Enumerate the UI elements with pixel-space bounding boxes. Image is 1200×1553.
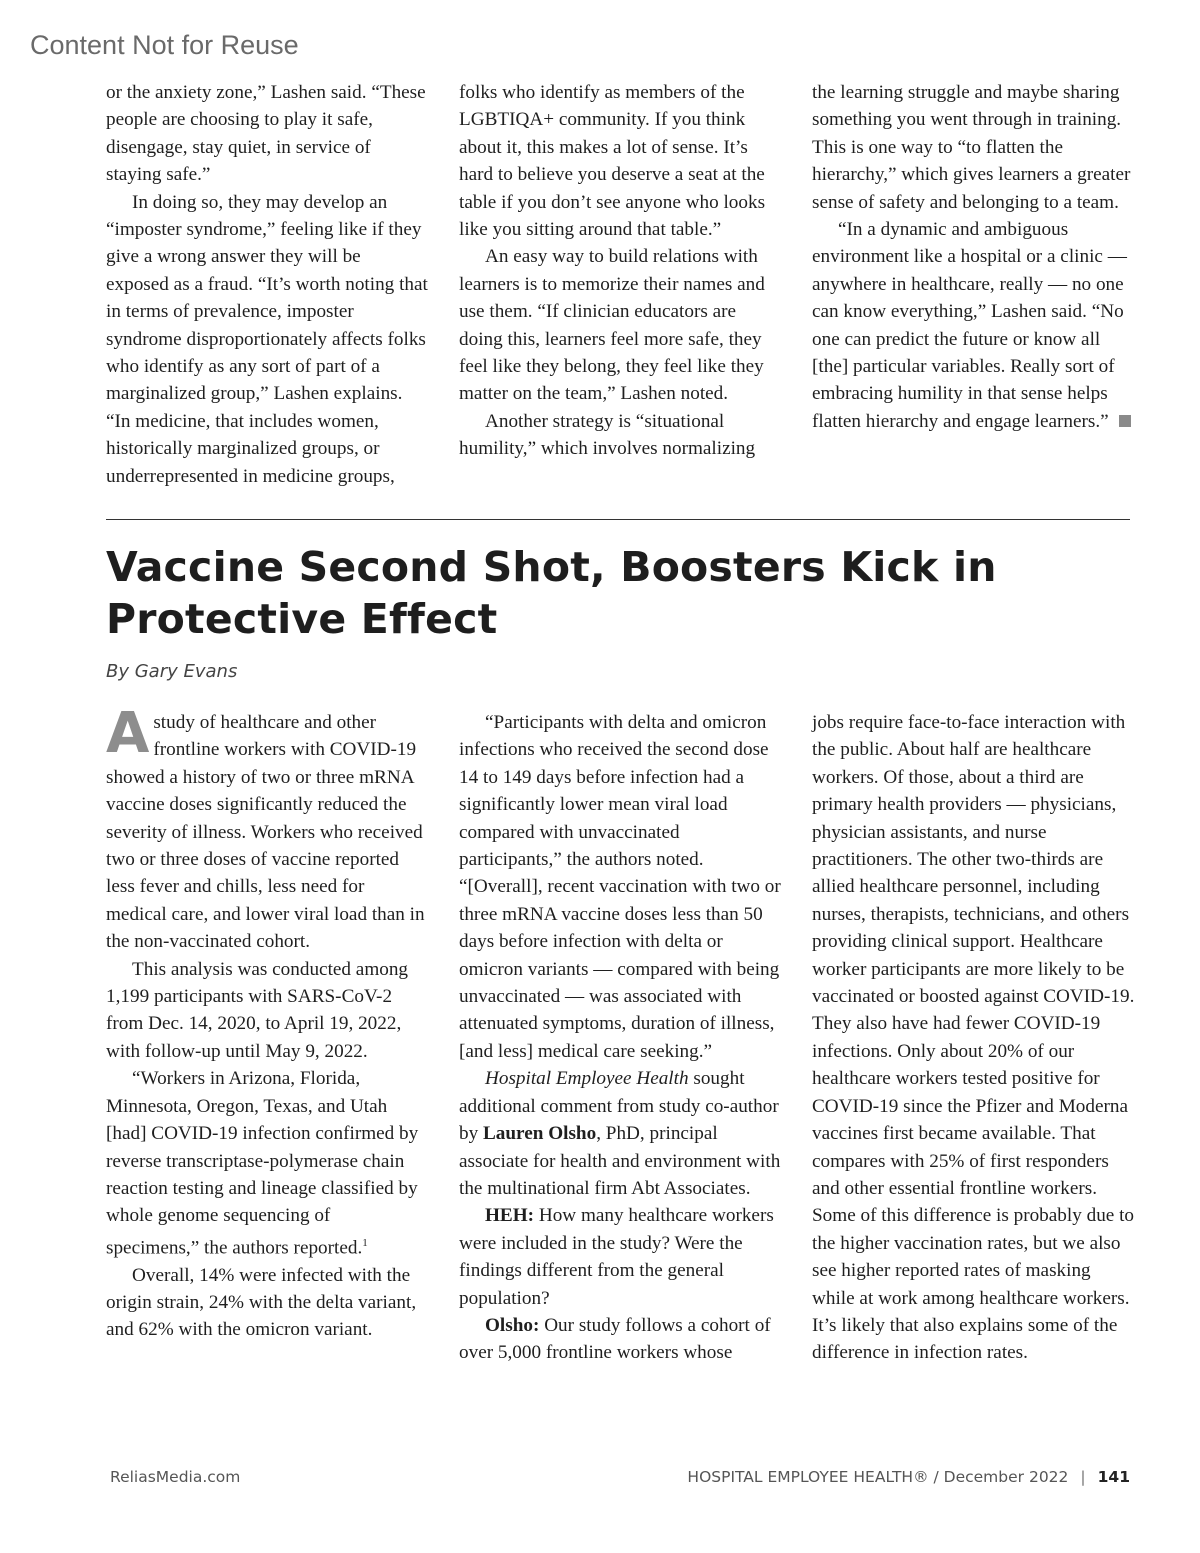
interview-answer bbox=[459, 1312, 784, 1367]
article-paragraph bbox=[106, 701, 428, 956]
prev-paragraph-text: “In a dynamic and ambiguous environment like a hospital or a clinic — anywhere in healthcare, really — no one can know everything,” Lashen said. “No one can predict the future or know all [the] particular variables. Really sort of embracing humility in that sense helps flatten hierarchy and engage learners.” bbox=[812, 219, 1127, 432]
article-paragraph bbox=[459, 1065, 784, 1202]
answer-label: Olsho: bbox=[485, 1314, 540, 1336]
question-label: HEH: bbox=[485, 1205, 535, 1227]
article-paragraph: “Participants with delta and omicron infections who received the second dose 14 to 149 days before infection had a significantly lower mean viral load compared with unvaccinated participants,” the authors noted. “[Overall], recent vaccination with two or three mRNA vaccine doses less than 50 days before infection with delta or omicron variants — compared with being unvaccinated — was associated with attenuated symptoms, duration of illness, [and less] medical care seeking.” bbox=[459, 712, 781, 1062]
footnote-marker: 1 bbox=[362, 1236, 368, 1249]
article-paragraph: jobs require face-to-face interaction with the public. About half are healthcare workers. Of those, about a third are primary health providers — physicians, physician assistants, and nurse practitioners. The other two-thirds are allied healthcare personnel, including nurses, therapists, technicians, and others providing clinical support. Healthcare worker participants are more likely to be vaccinated or boosted against COVID-19. They also have had fewer COVID-19 infections. Only about 20% of our healthcare workers tested positive for COVID-19 since the Pfizer and Moderna vaccines first became available. That compares with 25% of first responders and other essential frontline workers. Some of this difference is probably due to the higher vaccination rates, but we also see higher reported rates of masking while at work among healthcare workers. It’s likely that also explains some of the difference in infection rates. bbox=[812, 712, 1135, 1364]
watermark-text: Content Not for Reuse bbox=[30, 30, 299, 60]
answer-text: Our study follows a cohort of over 5,000 frontline workers whose bbox=[459, 1314, 771, 1364]
prev-paragraph bbox=[812, 216, 1137, 435]
publication-name: Hospital Employee Health bbox=[485, 1068, 689, 1090]
prev-article-column-3 bbox=[812, 79, 1137, 435]
prev-paragraph: In doing so, they may develop an “imposter syndrome,” feeling like if they give a wrong answer they will be exposed as a fraud. “It’s worth noting that in terms of prevalence, imposter syndrome disproportionately affects folks who identify as any sort of part of a marginalized group,” Lashen explains. “In medicine, that includes women, historically marginalized groups, or underrepresented in medicine groups, bbox=[106, 191, 428, 487]
article-column-2 bbox=[459, 709, 784, 1367]
article-byline: By Gary Evans bbox=[106, 661, 238, 682]
interviewee-name: Lauren Olsho bbox=[482, 1123, 597, 1145]
question-text: How many healthcare workers were included in the study? Were the findings different from the general population? bbox=[459, 1205, 774, 1309]
prev-paragraph: folks who identify as members of the LGBTIQA+ community. If you think about it, this makes a lot of sense. It’s hard to believe you deserve a seat at the table if you don’t see anyone who looks like you sitting around that table.” bbox=[459, 82, 766, 241]
article-paragraph: Overall, 14% were infected with the origin strain, 24% with the delta variant, and 62% with the omicron variant. bbox=[106, 1264, 417, 1341]
article-column-3 bbox=[812, 709, 1137, 1367]
article-paragraph-text: , PhD, principal associate for health and environment with the multinational firm Abt Associates. bbox=[459, 1123, 781, 1199]
article-paragraph: This analysis was conducted among 1,199 participants with SARS-CoV-2 from Dec. 14, 2020, to April 19, 2022, with follow-up until May 9, 2022. bbox=[106, 958, 409, 1062]
prev-paragraph: An easy way to build relations with learners is to memorize their names and use them. “If clinician educators are doing this, learners feel more safe, they feel like they belong, they feel like they matter on the team,” Lashen noted. bbox=[459, 246, 765, 405]
prev-paragraph: the learning struggle and maybe sharing something you went through in training. This is one way to “to flatten the hierarchy,” which gives learners a greater sense of safety and belonging to a team. bbox=[812, 82, 1131, 213]
article-paragraph bbox=[106, 1065, 428, 1261]
interview-question bbox=[459, 1202, 784, 1312]
article-title: Vaccine Second Shot, Boosters Kick in Protective Effect bbox=[106, 543, 997, 643]
page-number: 141 bbox=[1097, 1468, 1130, 1486]
footer-separator: | bbox=[1080, 1468, 1086, 1486]
prev-article-column-2 bbox=[459, 79, 784, 463]
drop-cap: A bbox=[106, 701, 150, 766]
end-of-article-icon bbox=[1119, 415, 1131, 427]
article-column-1 bbox=[106, 701, 428, 1344]
article-paragraph-text: sought additional comment from study co-author by bbox=[459, 1068, 779, 1145]
article-paragraph-text: “Workers in Arizona, Florida, Minnesota, Oregon, Texas, and Utah [had] COVID-19 infection confirmed by reverse transcriptase-polymerase chain reaction testing and lineage classified by whole genome sequencing of specimens,” the authors reported. bbox=[106, 1068, 419, 1259]
publication-line: HOSPITAL EMPLOYEE HEALTH® / December 2022 bbox=[687, 1468, 1069, 1486]
article-paragraph-text: study of healthcare and other frontline workers with COVID-19 showed a history of two or three mRNA vaccine doses significantly reduced the severity of illness. Workers who received two or three doses of vaccine reported less fever and chills, less need for medical care, and lower viral load than in the non-vaccinated cohort. bbox=[106, 712, 425, 953]
footer-site: ReliasMedia.com bbox=[110, 1468, 241, 1486]
prev-article-column-1 bbox=[106, 79, 428, 490]
footer-publication bbox=[687, 1468, 1130, 1486]
prev-paragraph: or the anxiety zone,” Lashen said. “These people are choosing to play it safe, disengage, stay quiet, in service of staying safe.” bbox=[106, 82, 426, 186]
prev-paragraph: Another strategy is “situational humility,” which involves normalizing bbox=[459, 410, 756, 460]
section-divider bbox=[106, 519, 1130, 520]
